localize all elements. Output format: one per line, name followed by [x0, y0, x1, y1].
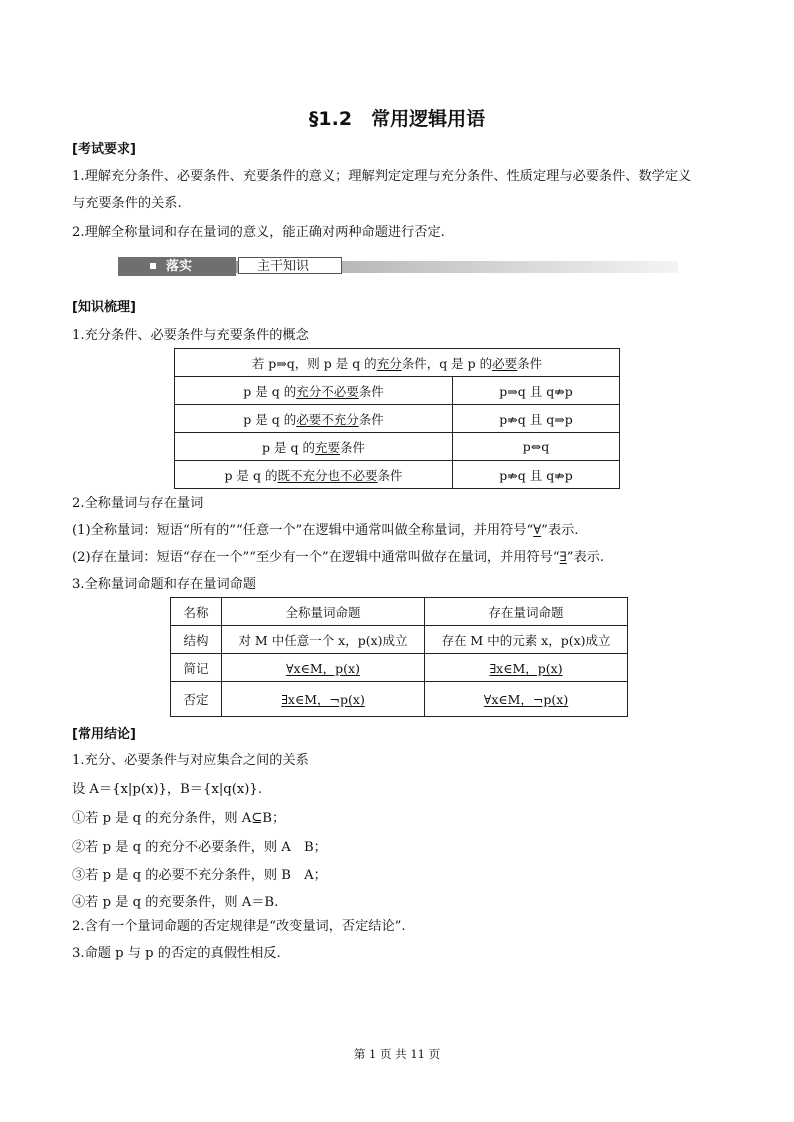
table-cell: [425, 654, 628, 682]
table-cell: 存在量词命题: [425, 598, 628, 626]
table-cell: [175, 433, 453, 461]
conclusion-line: 1.充分、必要条件与对应集合之间的关系: [72, 753, 309, 768]
conclusion-line: ①若 p 是 q 的充分条件，则 A⊆B；: [72, 811, 286, 826]
item-text: (1)全称量词：短语“所有的”“任意一个”在逻辑中通常叫做全称量词，并用符号“: [72, 523, 534, 538]
table-cell: [222, 682, 425, 717]
conclusions-heading: [常用结论]: [72, 727, 136, 742]
banner-right-label: 主干知识: [257, 259, 310, 274]
cell-key-text: ∀x∈M，¬p(x): [483, 692, 569, 707]
page-title: §1.2 常用逻辑用语: [308, 108, 486, 130]
cell-text: p 是 q 的: [243, 411, 297, 427]
table-cell: [175, 461, 453, 489]
table-cell: 否定: [171, 682, 222, 717]
table-cell: 结构: [171, 626, 222, 654]
table-row: [171, 682, 628, 717]
knowledge-heading: [知识梳理]: [72, 300, 136, 315]
table-row: [175, 433, 620, 461]
cell-key-text: 必要: [492, 355, 518, 371]
item-text: ”表示.: [541, 523, 579, 538]
knowledge-item-3: 3.全称量词命题和存在量词命题: [72, 577, 257, 592]
cell-text: 条件: [358, 383, 384, 399]
table-cell: [175, 349, 620, 377]
knowledge-item-2-1: [72, 519, 578, 538]
table-cell: 名称: [171, 598, 222, 626]
banner-left-label: 落实: [166, 259, 193, 274]
cell-key-text: 充分: [376, 355, 402, 371]
banner-right-tab: [238, 257, 342, 274]
cell-text: p 是 q 的: [224, 467, 278, 483]
table-row: [175, 349, 620, 377]
conclusion-line: ④若 p 是 q 的充要条件，则 A＝B.: [72, 895, 279, 910]
table-row: [171, 598, 628, 626]
knowledge-item-2-2: [72, 546, 604, 565]
cell-text: 条件: [339, 439, 365, 455]
cell-text: 条件: [377, 467, 403, 483]
table-cell: 全称量词命题: [222, 598, 425, 626]
cell-key-text: ∃x∈M，p(x): [489, 660, 563, 676]
exam-line-1: 1.理解充分条件、必要条件、充要条件的意义；理解判定定理与充分条件、性质定理与必要条件、数学定义: [72, 169, 692, 184]
conclusion-line: 设 A＝{x|p(x)}，B＝{x|q(x)}.: [72, 782, 263, 797]
item-text: (2)存在量词：短语“存在一个”“至少有一个”在逻辑中通常叫做存在量词，并用符号“: [72, 550, 560, 565]
table-cell: p⇔q: [453, 433, 620, 461]
exam-requirements-heading: [考试要求]: [72, 142, 136, 157]
cell-key-text: 充要: [314, 439, 340, 455]
quantifier-table: [170, 597, 628, 717]
table-cell: p⇏q 且 q⇒p: [453, 405, 620, 433]
conclusion-line: ③若 p 是 q 的必要不充分条件，则 B A；: [72, 868, 327, 883]
table-row: [171, 654, 628, 682]
table-row: [175, 405, 620, 433]
cell-key-text: ∀x∈M，p(x): [286, 660, 360, 676]
conditions-table: [174, 348, 620, 489]
cell-key-text: 必要不充分: [296, 411, 359, 427]
table-cell: 存在 M 中的元素 x，p(x)成立: [425, 626, 628, 654]
cell-text: p 是 q 的: [262, 439, 315, 455]
cell-text: 条件: [358, 411, 384, 427]
table-cell: [175, 405, 453, 433]
table-row: [175, 461, 620, 489]
exists-symbol: ∃: [559, 550, 567, 565]
page-footer: 第 1 页 共 11 页: [353, 1047, 441, 1061]
knowledge-item-2: 2.全称量词与存在量词: [72, 496, 204, 511]
exam-line-2: 与充要条件的关系.: [72, 196, 182, 211]
table-cell: p⇏q 且 q⇏p: [453, 461, 620, 489]
cell-text: p 是 q 的: [243, 383, 297, 399]
table-cell: 简记: [171, 654, 222, 682]
item-text: ”表示.: [566, 550, 605, 565]
table-cell: [175, 377, 453, 405]
forall-symbol: ∀: [533, 523, 542, 538]
table-cell: 对 M 中任意一个 x，p(x)成立: [222, 626, 425, 654]
table-cell: [425, 682, 628, 717]
knowledge-item-1: 1.充分条件、必要条件与充要条件的概念: [72, 328, 309, 343]
table-row: [171, 626, 628, 654]
cell-key-text: 充分不必要: [296, 383, 359, 399]
cell-key-text: 既不充分也不必要: [277, 467, 378, 483]
square-bullet-icon: [150, 263, 156, 269]
cell-text: 条件，q 是 p 的: [401, 355, 493, 371]
banner-left-tab: [118, 257, 236, 276]
table-cell: p⇒q 且 q⇏p: [453, 377, 620, 405]
conclusion-line: 2.含有一个量词命题的否定规律是“改变量词，否定结论”.: [72, 919, 406, 934]
exam-line-3: 2.理解全称量词和存在量词的意义，能正确对两种命题进行否定.: [72, 225, 445, 240]
table-cell: [222, 654, 425, 682]
cell-text: 条件: [517, 355, 543, 371]
table-row: [175, 377, 620, 405]
cell-key-text: ∃x∈M，¬p(x): [281, 692, 365, 707]
conclusion-line: 3.命题 p 与 p 的否定的真假性相反.: [72, 946, 281, 961]
conclusion-line: ②若 p 是 q 的充分不必要条件，则 A B；: [72, 840, 327, 855]
section-banner: [118, 257, 678, 277]
cell-text: 若 p⇒q，则 p 是 q 的: [251, 355, 377, 371]
